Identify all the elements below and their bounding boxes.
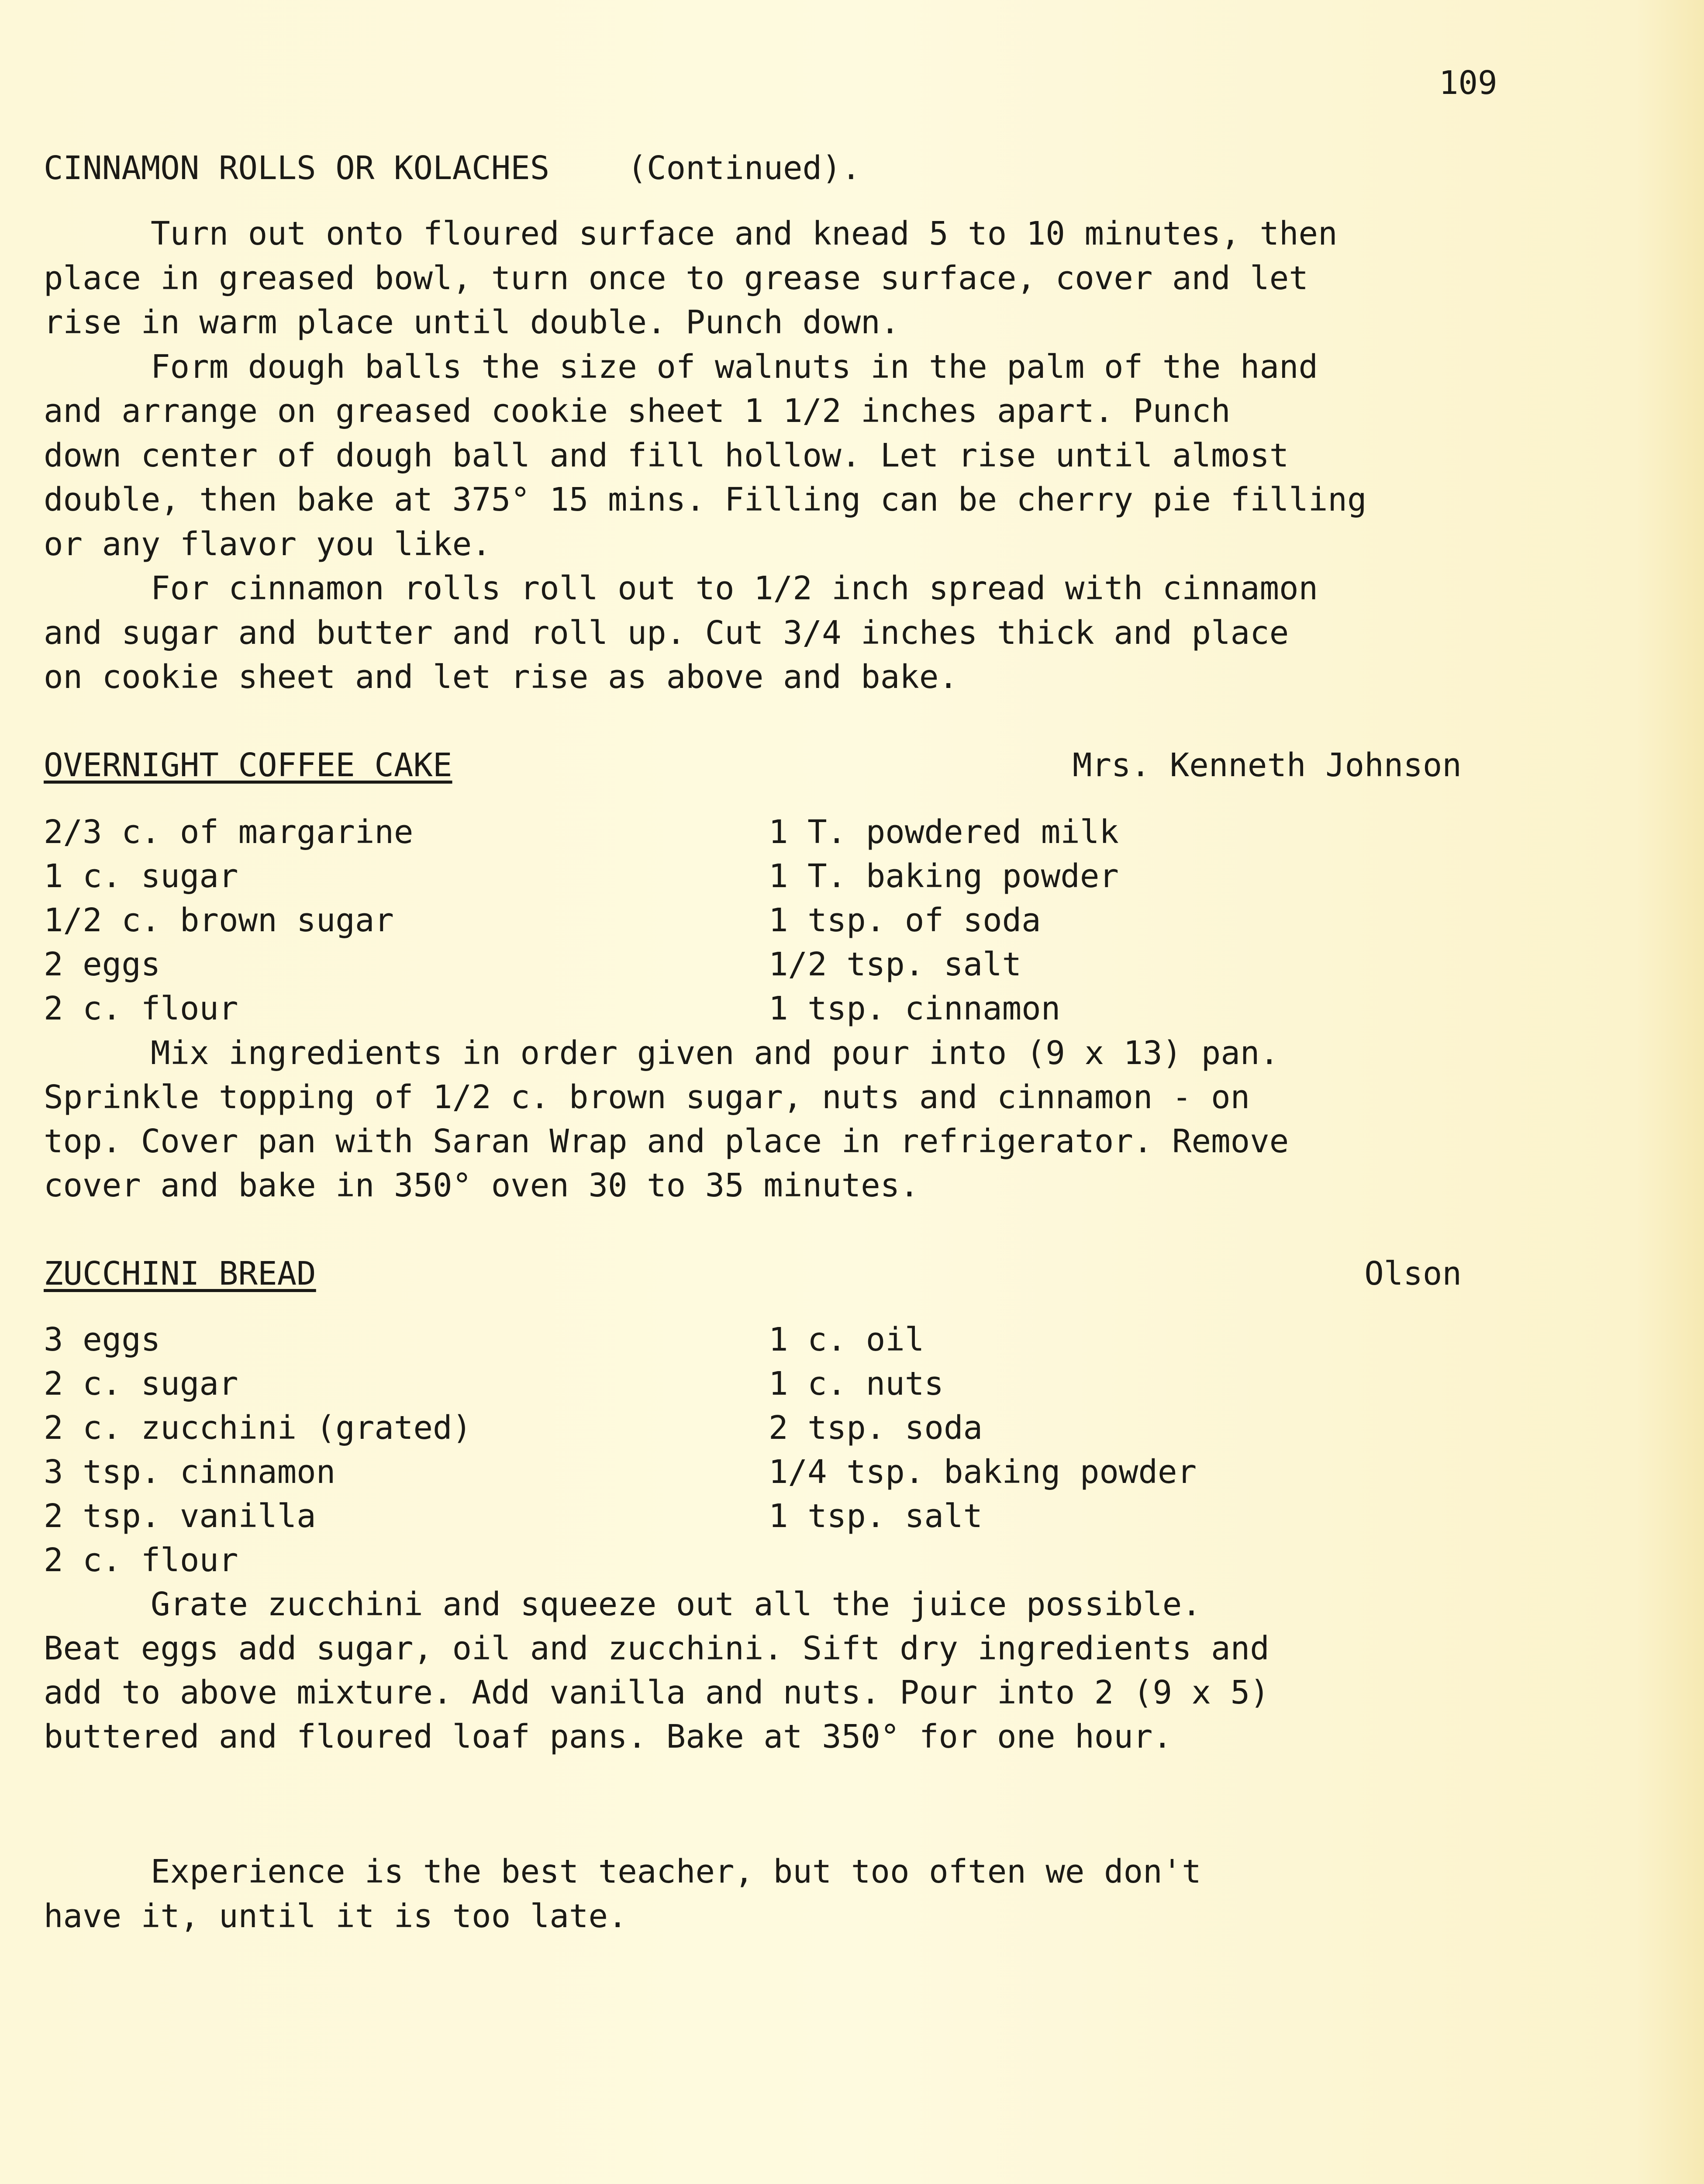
quote-line: Experience is the best teacher, but too often we don't [151,1853,1201,1890]
coffee-cake-author: Mrs. Kenneth Johnson [1072,746,1462,784]
ingredient-item: 1 T. powdered milk [769,813,1119,851]
ingredient-item: 1/2 tsp. salt [769,946,1022,983]
paragraph-line: Sprinkle topping of 1/2 c. brown sugar, nuts and cinnamon - on [44,1078,1250,1116]
paragraph-line: place in greased bowl, turn once to grease surface, cover and let [44,259,1308,297]
paragraph-line: down center of dough ball and fill hollow. Let rise until almost [44,437,1289,474]
ingredient-item: 2 c. flour [44,1541,238,1579]
paragraph-line: Mix ingredients in order given and pour into (9 x 13) pan. [151,1034,1280,1072]
ingredient-item: 2 c. flour [44,990,238,1027]
paragraph-line: cover and bake in 350° oven 30 to 35 minutes. [44,1167,919,1204]
ingredient-item: 3 eggs [44,1321,161,1358]
ingredient-item: 2 c. sugar [44,1365,238,1403]
paragraph-line: or any flavor you like. [44,525,491,563]
paragraph-line: on cookie sheet and let rise as above and bake. [44,658,958,696]
ingredient-item: 1 tsp. of soda [769,902,1041,939]
paragraph-line: buttered and floured loaf pans. Bake at 350° for one hour. [44,1718,1173,1755]
paragraph-line: For cinnamon rolls roll out to 1/2 inch spread with cinnamon [151,570,1318,607]
ingredient-item: 1/2 c. brown sugar [44,902,394,939]
ingredient-item: 3 tsp. cinnamon [44,1453,336,1491]
quote-line: have it, until it is too late. [44,1897,628,1935]
zucchini-bread-author: Olson [1364,1255,1462,1292]
ingredient-item: 1 c. nuts [769,1365,944,1403]
paragraph-line: rise in warm place until double. Punch down. [44,304,900,341]
ingredient-item: 1 c. sugar [44,857,238,895]
paragraph-line: Beat eggs add sugar, oil and zucchini. Sift dry ingredients and [44,1630,1269,1667]
paragraph-line: add to above mixture. Add vanilla and nuts. Pour into 2 (9 x 5) [44,1674,1269,1711]
paragraph-line: Grate zucchini and squeeze out all the juice possible. [151,1586,1201,1623]
continued-recipe-title [44,146,861,190]
zucchini-bread-title: ZUCCHINI BREAD [44,1255,316,1292]
paragraph-line: and arrange on greased cookie sheet 1 1/2 inches apart. Punch [44,392,1231,430]
ingredient-item: 1 tsp. salt [769,1497,983,1535]
continued-suffix: (Continued). [627,149,861,187]
coffee-cake-title: OVERNIGHT COFFEE CAKE [44,746,452,784]
ingredient-item: 2 tsp. vanilla [44,1497,316,1535]
continued-title-text: CINNAMON ROLLS OR KOLACHES [44,149,550,187]
paragraph-line: double, then bake at 375° 15 mins. Filling can be cherry pie filling [44,481,1367,518]
ingredient-item: 2 tsp. soda [769,1409,983,1447]
ingredient-item: 2 eggs [44,946,161,983]
page-number: 109 [1439,64,1497,102]
paragraph-line: and sugar and butter and roll up. Cut 3/4 inches thick and place [44,614,1289,652]
paragraph-line: Form dough balls the size of walnuts in the palm of the hand [151,348,1318,386]
paragraph-line: Turn out onto floured surface and knead 5 to 10 minutes, then [151,215,1338,252]
ingredient-item: 1 c. oil [769,1321,924,1358]
ingredient-item: 2/3 c. of margarine [44,813,414,851]
ingredient-item: 2 c. zucchini (grated) [44,1409,472,1447]
ingredient-item: 1 T. baking powder [769,857,1119,895]
paragraph-line: top. Cover pan with Saran Wrap and place in refrigerator. Remove [44,1123,1289,1160]
ingredient-item: 1/4 tsp. baking powder [769,1453,1197,1491]
ingredient-item: 1 tsp. cinnamon [769,990,1061,1027]
